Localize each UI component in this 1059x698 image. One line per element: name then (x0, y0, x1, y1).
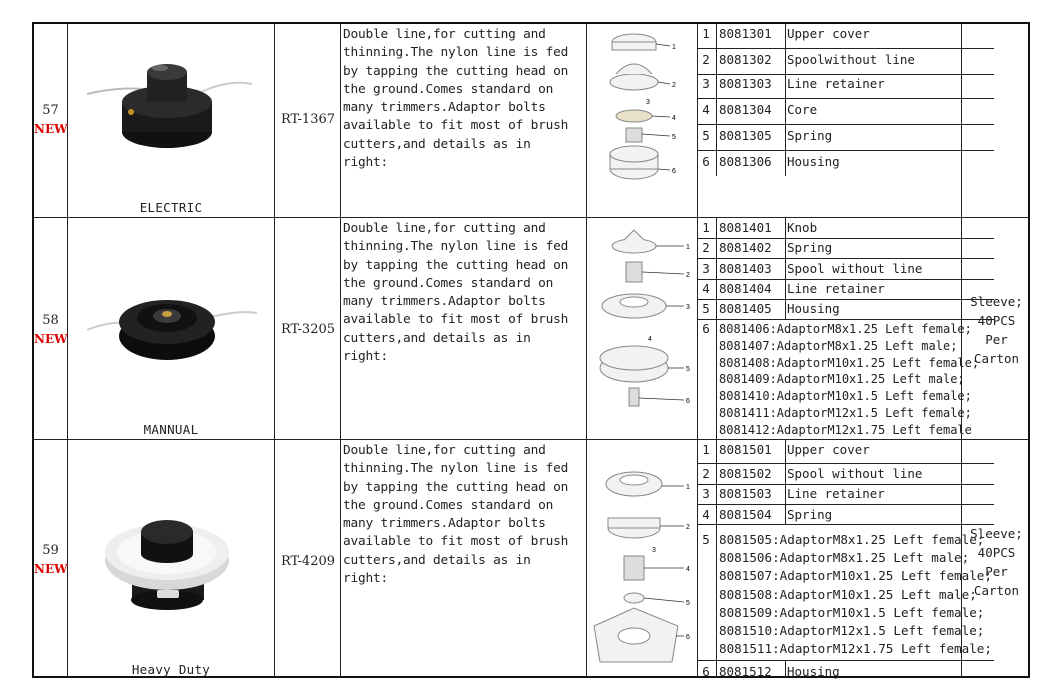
packing-line: 40PCS (977, 545, 1016, 560)
diagram-label: 1 (686, 484, 690, 491)
part-desc: Line retainer (787, 486, 885, 501)
diagram-label: 5 (686, 600, 690, 607)
part-row (697, 76, 994, 99)
packing-line: Per (985, 564, 1008, 579)
part-desc: Spool without line (787, 261, 923, 276)
part-row (697, 102, 994, 125)
diagram-label: 2 (686, 524, 690, 531)
part-index: 3 (702, 76, 710, 91)
part-code: 8081501 (719, 442, 772, 457)
part-row (697, 486, 994, 505)
adaptor-item: 8081509:AdaptorM10x1.5 Left female; (719, 604, 985, 620)
product-caption: ELECTRIC (139, 200, 203, 215)
item-number (34, 312, 67, 348)
packing-line: 40PCS (977, 313, 1016, 328)
part-index: 6 (702, 321, 710, 336)
part-desc: Line retainer (787, 281, 885, 296)
part-row (697, 301, 994, 320)
part-index: 4 (702, 507, 710, 522)
diagram-label: 5 (686, 366, 690, 373)
part-code: 8081504 (719, 507, 772, 522)
part-row (697, 281, 994, 300)
adaptor-item: 8081411:AdaptorM12x1.5 Left female; (719, 405, 972, 420)
packing-line: Per (985, 332, 1008, 347)
part-desc: Spool without line (787, 466, 923, 481)
item-number-text: 59 (42, 543, 59, 558)
diagram-label: 3 (646, 99, 650, 106)
part-desc: Housing (787, 154, 840, 169)
row-divider (697, 660, 994, 661)
part-index: 3 (702, 261, 710, 276)
part-code: 8081302 (719, 52, 772, 67)
exploded-diagram (586, 218, 697, 439)
parts-diagram-image (586, 440, 697, 678)
parts-list (697, 440, 994, 678)
product-description: Double line,for cutting and thinning.The nylon line is fed by tapping the cutting head on the ground.Comes standard on many trimmers.Adaptor bolts available to fit most of brush cutters,and details as in right: (343, 443, 569, 587)
part-desc: Upper cover (787, 442, 870, 457)
trimmer-head-electric-image (67, 24, 274, 194)
model-number: RT-4209 (280, 554, 336, 569)
product-photo-manual (67, 218, 275, 439)
part-index: 2 (702, 466, 710, 481)
new-badge: NEW (34, 122, 68, 136)
part-code: 8081301 (719, 26, 772, 41)
trimmer-head-manual-image (67, 218, 274, 418)
diagram-label: 1 (672, 44, 676, 51)
part-index: 5 (702, 301, 710, 316)
adaptor-item: 8081412:AdaptorM12x1.75 Left female (719, 422, 972, 437)
part-code: 8081512 (719, 664, 772, 679)
diagram-label: 4 (672, 115, 676, 122)
parts-list (697, 24, 994, 217)
part-desc: Upper cover (787, 26, 870, 41)
diagram-label: 3 (652, 547, 656, 554)
product-photo-heavy-duty (67, 440, 275, 678)
adaptor-item: 8081406:AdaptorM8x1.25 Left female; (719, 322, 972, 336)
diagram-label: 5 (672, 134, 676, 141)
part-row (697, 466, 994, 485)
packing-line: Sleeve; (970, 294, 1023, 309)
new-badge: NEW (34, 562, 68, 576)
part-code: 8081404 (719, 281, 772, 296)
part-index: 2 (702, 240, 710, 255)
diagram-label: 4 (648, 336, 652, 343)
part-index: 3 (702, 486, 710, 501)
packing-line: Carton (973, 351, 1020, 366)
part-desc: Spring (787, 128, 833, 143)
trimmer-head-heavy-duty-image (67, 440, 274, 655)
parts-list (697, 218, 994, 439)
parts-diagram-image (586, 218, 697, 439)
adaptor-item: 8081505:AdaptorM8x1.25 Left female; (719, 532, 985, 547)
diagram-label: 6 (672, 168, 676, 175)
adaptor-list (719, 321, 979, 439)
part-code: 8081403 (719, 261, 772, 276)
adaptor-item: 8081507:AdaptorM10x1.25 Left female; (719, 568, 992, 584)
item-number (34, 542, 67, 578)
part-code: 8081304 (719, 102, 772, 117)
adaptor-item: 8081409:AdaptorM10x1.25 Left male; (719, 372, 965, 387)
part-row (697, 154, 994, 176)
diagram-label: 1 (686, 244, 690, 251)
part-index: 4 (702, 102, 710, 117)
diagram-label: 3 (686, 304, 690, 311)
part-code: 8081306 (719, 154, 772, 169)
packing-info (961, 524, 1032, 600)
product-caption: Heavy Duty (131, 662, 211, 677)
part-desc: Spoolwithout line (787, 52, 915, 67)
part-desc: Spring (787, 240, 833, 255)
part-index: 4 (702, 281, 710, 296)
part-row (697, 507, 994, 525)
part-row (697, 261, 994, 280)
exploded-diagram (586, 24, 697, 217)
part-desc: Line retainer (787, 76, 885, 91)
parts-diagram-image (586, 24, 697, 217)
part-code: 8081305 (719, 128, 772, 143)
part-index: 1 (702, 220, 710, 235)
packing-line: Sleeve; (970, 526, 1023, 541)
part-index: 5 (702, 128, 710, 143)
product-description: Double line,for cutting and thinning.The nylon line is fed by tapping the cutting head on the ground.Comes standard on many trimmers.Adaptor bolts available to fit most of brush cutters,and details as in right: (343, 27, 569, 171)
part-code: 8081303 (719, 76, 772, 91)
diagram-label: 2 (672, 82, 676, 89)
part-code: 8081503 (719, 486, 772, 501)
part-index: 6 (702, 664, 710, 679)
part-index: 1 (702, 26, 710, 41)
diagram-label: 2 (686, 272, 690, 279)
part-row (697, 220, 994, 239)
adaptor-item: 8081510:AdaptorM12x1.5 Left female; (719, 623, 985, 639)
part-row (697, 240, 994, 259)
product-caption: MANNUAL (143, 422, 199, 437)
adaptor-item: 8081506:AdaptorM8x1.25 Left male; (719, 550, 970, 566)
packing-line: Carton (973, 583, 1020, 598)
product-photo-electric (67, 24, 275, 217)
catalog-table (32, 22, 1030, 678)
part-index: 2 (702, 52, 710, 67)
part-desc: Housing (787, 301, 840, 316)
adaptor-item: 8081408:AdaptorM10x1.25 Left female; (719, 355, 980, 370)
adaptor-item: 8081407:AdaptorM8x1.25 Left male; (719, 338, 958, 353)
part-index: 1 (702, 442, 710, 457)
part-desc: Knob (787, 220, 818, 235)
part-row (697, 26, 994, 49)
adaptor-item: 8081508:AdaptorM10x1.25 Left male; (719, 586, 977, 602)
part-row (697, 52, 994, 75)
part-index: 6 (702, 154, 710, 169)
packing-info (961, 292, 1032, 368)
item-number (34, 102, 67, 138)
model-number: RT-1367 (280, 112, 336, 127)
diagram-label: 4 (686, 566, 690, 573)
part-index: 5 (702, 532, 710, 547)
diagram-label: 6 (686, 634, 690, 641)
part-desc: Housing (787, 664, 840, 679)
part-row (697, 128, 994, 151)
part-code: 8081502 (719, 466, 772, 481)
adaptor-item: 8081511:AdaptorM12x1.75 Left female; (719, 641, 992, 657)
new-badge: NEW (34, 332, 68, 346)
exploded-diagram (586, 440, 697, 678)
item-number-text: 58 (42, 313, 59, 328)
part-row (697, 664, 994, 678)
item-number-text: 57 (42, 103, 59, 118)
part-desc: Spring (787, 507, 833, 522)
part-code: 8081402 (719, 240, 772, 255)
part-row (697, 442, 994, 464)
part-code: 8081401 (719, 220, 772, 235)
part-code: 8081405 (719, 301, 772, 316)
adaptor-item: 8081410:AdaptorM10x1.5 Left female; (719, 389, 972, 404)
part-desc: Core (787, 102, 818, 117)
adaptor-list (719, 531, 992, 658)
product-description: Double line,for cutting and thinning.The nylon line is fed by tapping the cutting head on the ground.Comes standard on many trimmers.Adaptor bolts available to fit most of brush cutters,and details as in right: (343, 221, 569, 365)
model-number: RT-3205 (280, 322, 336, 337)
diagram-label: 6 (686, 398, 690, 405)
